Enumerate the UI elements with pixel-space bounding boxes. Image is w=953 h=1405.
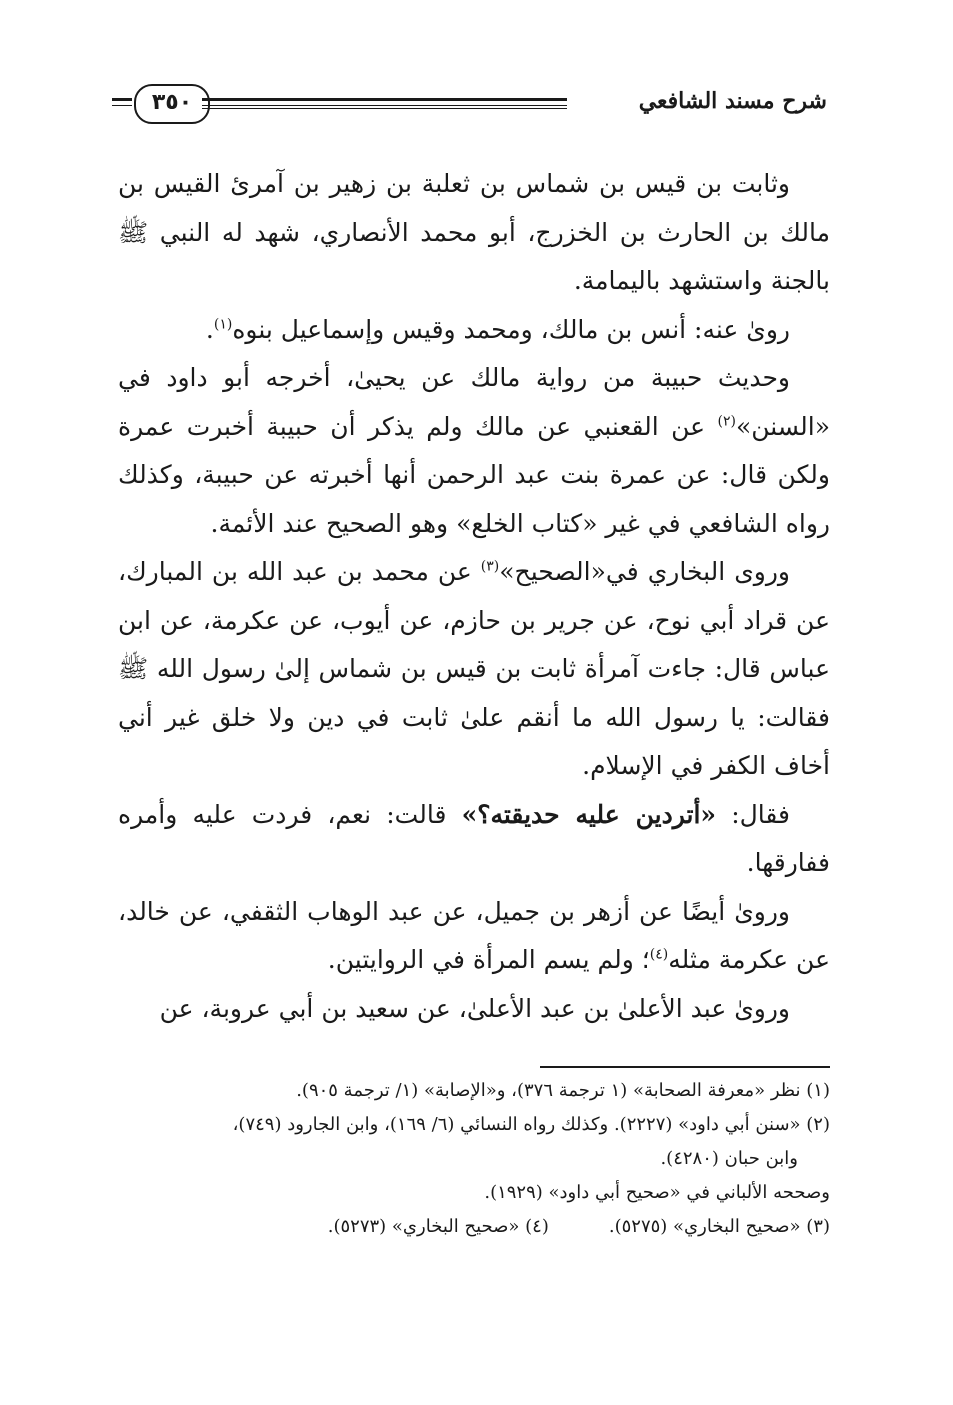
paragraph-6 bbox=[118, 888, 830, 985]
paragraph-6-text-b: ؛ ولم يسم المرأة في الروايتين. bbox=[327, 945, 650, 974]
paragraph-4-text-b: عن محمد بن عبد الله بن المبارك، عن قراد أبي نوح، عن جرير بن حازم، عن أيوب، عن عكرمة، عن ابن عباس قال: جاءت آمرأة ثابت بن قيس بن شماس إلىٰ رسول الله ﷺ فقالت: يا رسول الله ما أنقم علىٰ ثابت في دين ولا خلق غير أني أخاف الكفر في الإسلام. bbox=[118, 557, 830, 780]
paragraph-7: ورویٰ عبد الأعلىٰ بن عبد الأعلىٰ، عن سعيد بن أبي عروبة، عن bbox=[159, 993, 790, 1023]
paragraph-2 bbox=[118, 306, 830, 355]
paragraph-3-text-a: وحديث حبيبة من رواية مالك عن يحيىٰ، أخرجه أبو داود في «السنن» bbox=[118, 363, 831, 441]
footnote-row-3-4 bbox=[130, 1210, 830, 1244]
footnote-4: (٤) «صحيح البخاري» (٥٢٧٣). bbox=[327, 1216, 549, 1237]
footnote-ref-4[interactable]: (٤) bbox=[649, 946, 669, 963]
paragraph-1: وثابت بن قيس بن شماس بن ثعلبة بن زهير بن آمرئ القيس بن مالك بن الحارث بن الخزرج، أبو محمد الأنصاري، شهد له النبي ﷺ بالجنة واستشهد باليمامة. bbox=[118, 169, 830, 295]
header-title: شرح مسند الشافعي bbox=[638, 88, 827, 114]
paragraph-3 bbox=[118, 354, 830, 548]
paragraph-6-text-a: ورویٰ أيضًا عن أزهر بن جميل، عن عبد الوهاب الثقفي، عن خالد، عن عكرمة مثله bbox=[118, 896, 830, 974]
page-number: ٣٥٠ bbox=[134, 84, 210, 124]
footnote-ref-3[interactable]: (٣) bbox=[480, 558, 500, 575]
footnote-ref-1[interactable]: (١) bbox=[213, 316, 233, 333]
paragraph-5 bbox=[118, 791, 830, 888]
hadith-quote: «أتردين عليه حديقته؟» bbox=[461, 799, 717, 829]
footnote-ref-2[interactable]: (٢) bbox=[717, 413, 736, 430]
header-rule-right bbox=[202, 98, 567, 106]
paragraph-3-text-b: عن القعنبي عن مالك ولم يذكر أن حبيبة أخبرت عمرة ولكن قال: عن عمرة بنت عبد الرحمن أنها أخبرته عن حبيبة، وكذلك رواه الشافعي في غير «كتاب الخلع» وهو الصحيح عند الأئمة. bbox=[118, 411, 830, 538]
main-text bbox=[118, 160, 830, 1033]
footnotes bbox=[130, 1074, 830, 1244]
footnote-2-line-2: وابن حبان (٤٢٨٠). bbox=[660, 1148, 798, 1169]
footnote-1: (١) نظر «معرفة الصحابة» (١ ترجمة ٣٧٦)، و«الإصابة» (١/ ترجمة ٩٠٥). bbox=[296, 1080, 830, 1101]
paragraph-5-text-a: فقال: bbox=[716, 799, 790, 829]
header-rule-left bbox=[112, 98, 132, 106]
footnote-2-line-3: وصححه الألباني في «صحيح أبي داود» (١٩٢٩). bbox=[484, 1182, 830, 1203]
paragraph-2-end: . bbox=[205, 314, 214, 344]
running-header bbox=[112, 82, 827, 132]
footnote-separator bbox=[540, 1066, 830, 1068]
paragraph-5-text-b: قالت: نعم، فردت عليه وأمره ففارقها. bbox=[118, 799, 830, 877]
footnote-2-line-1: (٢) «سنن أبي داود» (٢٢٢٧). وكذلك رواه النسائي (٦/ ١٦٩)، وابن الجارود (٧٤٩)، bbox=[232, 1114, 830, 1135]
paragraph-4-text-a: وروى البخاري في«الصحيح» bbox=[499, 557, 790, 586]
paragraph-4 bbox=[118, 548, 830, 791]
paragraph-2-text: روىٰ عنه: أنس بن مالك، ومحمد وقيس وإسماعيل بنوه bbox=[232, 314, 790, 344]
footnote-3: (٣) «صحيح البخاري» (٥٢٧٥). bbox=[608, 1216, 830, 1237]
